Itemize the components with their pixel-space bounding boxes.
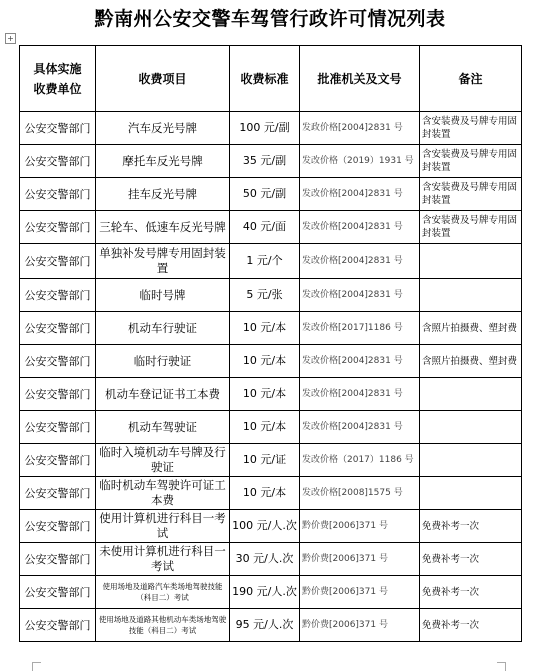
fee-cell: 190 元/人.次 xyxy=(230,576,300,609)
unit-cell: 公安交警部门 xyxy=(20,279,96,312)
unit-cell: 公安交警部门 xyxy=(20,609,96,642)
item-cell: 未使用计算机进行科目一考试 xyxy=(96,543,230,576)
fee-table xyxy=(19,45,522,642)
table-row xyxy=(20,378,522,411)
unit-cell: 公安交警部门 xyxy=(20,477,96,510)
unit-cell: 公安交警部门 xyxy=(20,510,96,543)
doc-cell: 黔价费[2006]371 号 xyxy=(300,543,420,576)
table-row xyxy=(20,444,522,477)
fee-cell: 30 元/人.次 xyxy=(230,543,300,576)
fee-cell: 40 元/面 xyxy=(230,211,300,244)
item-cell: 机动车登记证书工本费 xyxy=(96,378,230,411)
unit-cell: 公安交警部门 xyxy=(20,211,96,244)
unit-cell: 公安交警部门 xyxy=(20,378,96,411)
table-row xyxy=(20,178,522,211)
table-move-handle-icon[interactable]: + xyxy=(5,33,16,44)
unit-cell: 公安交警部门 xyxy=(20,345,96,378)
doc-cell: 发改价格[2004]2831 号 xyxy=(300,178,420,211)
unit-cell: 公安交警部门 xyxy=(20,178,96,211)
page-corner-mark xyxy=(497,662,506,671)
header-unit xyxy=(20,46,96,112)
fee-cell: 10 元/本 xyxy=(230,345,300,378)
item-cell: 机动车行驶证 xyxy=(96,312,230,345)
doc-cell: 发改价格（2019）1931 号 xyxy=(300,145,420,178)
note-cell: 含安装费及号牌专用固封装置 xyxy=(420,145,522,178)
item-cell: 临时入境机动车号牌及行驶证 xyxy=(96,444,230,477)
header-row xyxy=(20,46,522,112)
unit-cell: 公安交警部门 xyxy=(20,576,96,609)
item-cell: 临时机动车驾驶许可证工本费 xyxy=(96,477,230,510)
doc-cell: 发改价格[2004]2831 号 xyxy=(300,345,420,378)
note-cell xyxy=(420,411,522,444)
fee-cell: 5 元/张 xyxy=(230,279,300,312)
table-row xyxy=(20,244,522,279)
doc-cell: 黔价费[2006]371 号 xyxy=(300,609,420,642)
note-cell xyxy=(420,477,522,510)
fee-cell: 10 元/本 xyxy=(230,378,300,411)
fee-cell: 10 元/本 xyxy=(230,477,300,510)
doc-cell: 发改价格[2004]2831 号 xyxy=(300,211,420,244)
item-cell: 挂车反光号牌 xyxy=(96,178,230,211)
doc-cell: 发改价格（2017）1186 号 xyxy=(300,444,420,477)
item-cell: 临时号牌 xyxy=(96,279,230,312)
fee-cell: 10 元/本 xyxy=(230,411,300,444)
header-note: 备注 xyxy=(420,46,522,112)
fee-cell: 100 元/副 xyxy=(230,112,300,145)
item-cell: 机动车驾驶证 xyxy=(96,411,230,444)
doc-cell: 发改价格[2004]2831 号 xyxy=(300,244,420,279)
page-title: 黔南州公安交警车驾管行政许可情况列表 xyxy=(94,8,446,30)
item-cell: 使用场地及道路汽车类场地驾驶技能（科目二）考试 xyxy=(96,576,230,609)
note-cell: 含安装费及号牌专用固封装置 xyxy=(420,112,522,145)
item-cell: 单独补发号牌专用固封装置 xyxy=(96,244,230,279)
fee-cell: 100 元/人.次 xyxy=(230,510,300,543)
table-row xyxy=(20,112,522,145)
table-row xyxy=(20,609,522,642)
unit-cell: 公安交警部门 xyxy=(20,543,96,576)
header-doc: 批准机关及文号 xyxy=(300,46,420,112)
table-row xyxy=(20,576,522,609)
note-cell: 免费补考一次 xyxy=(420,609,522,642)
item-cell: 三轮车、低速车反光号牌 xyxy=(96,211,230,244)
note-cell: 含照片拍摄费、塑封费 xyxy=(420,312,522,345)
doc-cell: 发改价格[2017]1186 号 xyxy=(300,312,420,345)
fee-cell: 10 元/证 xyxy=(230,444,300,477)
note-cell: 免费补考一次 xyxy=(420,576,522,609)
item-cell: 使用计算机进行科目一考试 xyxy=(96,510,230,543)
note-cell xyxy=(420,378,522,411)
fee-cell: 95 元/人.次 xyxy=(230,609,300,642)
item-cell: 使用场地及道路其他机动车类场地驾驶技能（科目二）考试 xyxy=(96,609,230,642)
table-row xyxy=(20,211,522,244)
item-cell: 临时行驶证 xyxy=(96,345,230,378)
doc-cell: 发改价格[2004]2831 号 xyxy=(300,378,420,411)
doc-cell: 黔价费[2006]371 号 xyxy=(300,576,420,609)
item-cell: 摩托车反光号牌 xyxy=(96,145,230,178)
doc-cell: 黔价费[2006]371 号 xyxy=(300,510,420,543)
unit-cell: 公安交警部门 xyxy=(20,244,96,279)
fee-cell: 10 元/本 xyxy=(230,312,300,345)
fee-cell: 50 元/副 xyxy=(230,178,300,211)
page-corner-mark xyxy=(32,662,41,671)
doc-cell: 发改价格[2004]2831 号 xyxy=(300,411,420,444)
fee-cell: 35 元/副 xyxy=(230,145,300,178)
note-cell: 免费补考一次 xyxy=(420,543,522,576)
note-cell: 含照片拍摄费、塑封费 xyxy=(420,345,522,378)
header-fee: 收费标准 xyxy=(230,46,300,112)
unit-cell: 公安交警部门 xyxy=(20,312,96,345)
table-row xyxy=(20,510,522,543)
header-unit-line2: 收费单位 xyxy=(33,81,82,96)
note-cell: 免费补考一次 xyxy=(420,510,522,543)
doc-cell: 发改价格[2008]1575 号 xyxy=(300,477,420,510)
note-cell: 含安装费及号牌专用固封装置 xyxy=(420,211,522,244)
table-row xyxy=(20,345,522,378)
note-cell xyxy=(420,444,522,477)
doc-cell: 发改价格[2004]2831 号 xyxy=(300,279,420,312)
note-cell xyxy=(420,244,522,279)
note-cell xyxy=(420,279,522,312)
header-unit-line1: 具体实施 xyxy=(33,61,82,76)
table-row xyxy=(20,411,522,444)
unit-cell: 公安交警部门 xyxy=(20,411,96,444)
unit-cell: 公安交警部门 xyxy=(20,145,96,178)
note-cell: 含安装费及号牌专用固封装置 xyxy=(420,178,522,211)
table-row xyxy=(20,145,522,178)
doc-cell: 发政价格[2004]2831 号 xyxy=(300,112,420,145)
unit-cell: 公安交警部门 xyxy=(20,444,96,477)
header-item: 收费项目 xyxy=(96,46,230,112)
unit-cell: 公安交警部门 xyxy=(20,112,96,145)
table-row xyxy=(20,543,522,576)
table-row xyxy=(20,477,522,510)
table-row xyxy=(20,312,522,345)
table-row xyxy=(20,279,522,312)
fee-cell: 1 元/个 xyxy=(230,244,300,279)
item-cell: 汽车反光号牌 xyxy=(96,112,230,145)
